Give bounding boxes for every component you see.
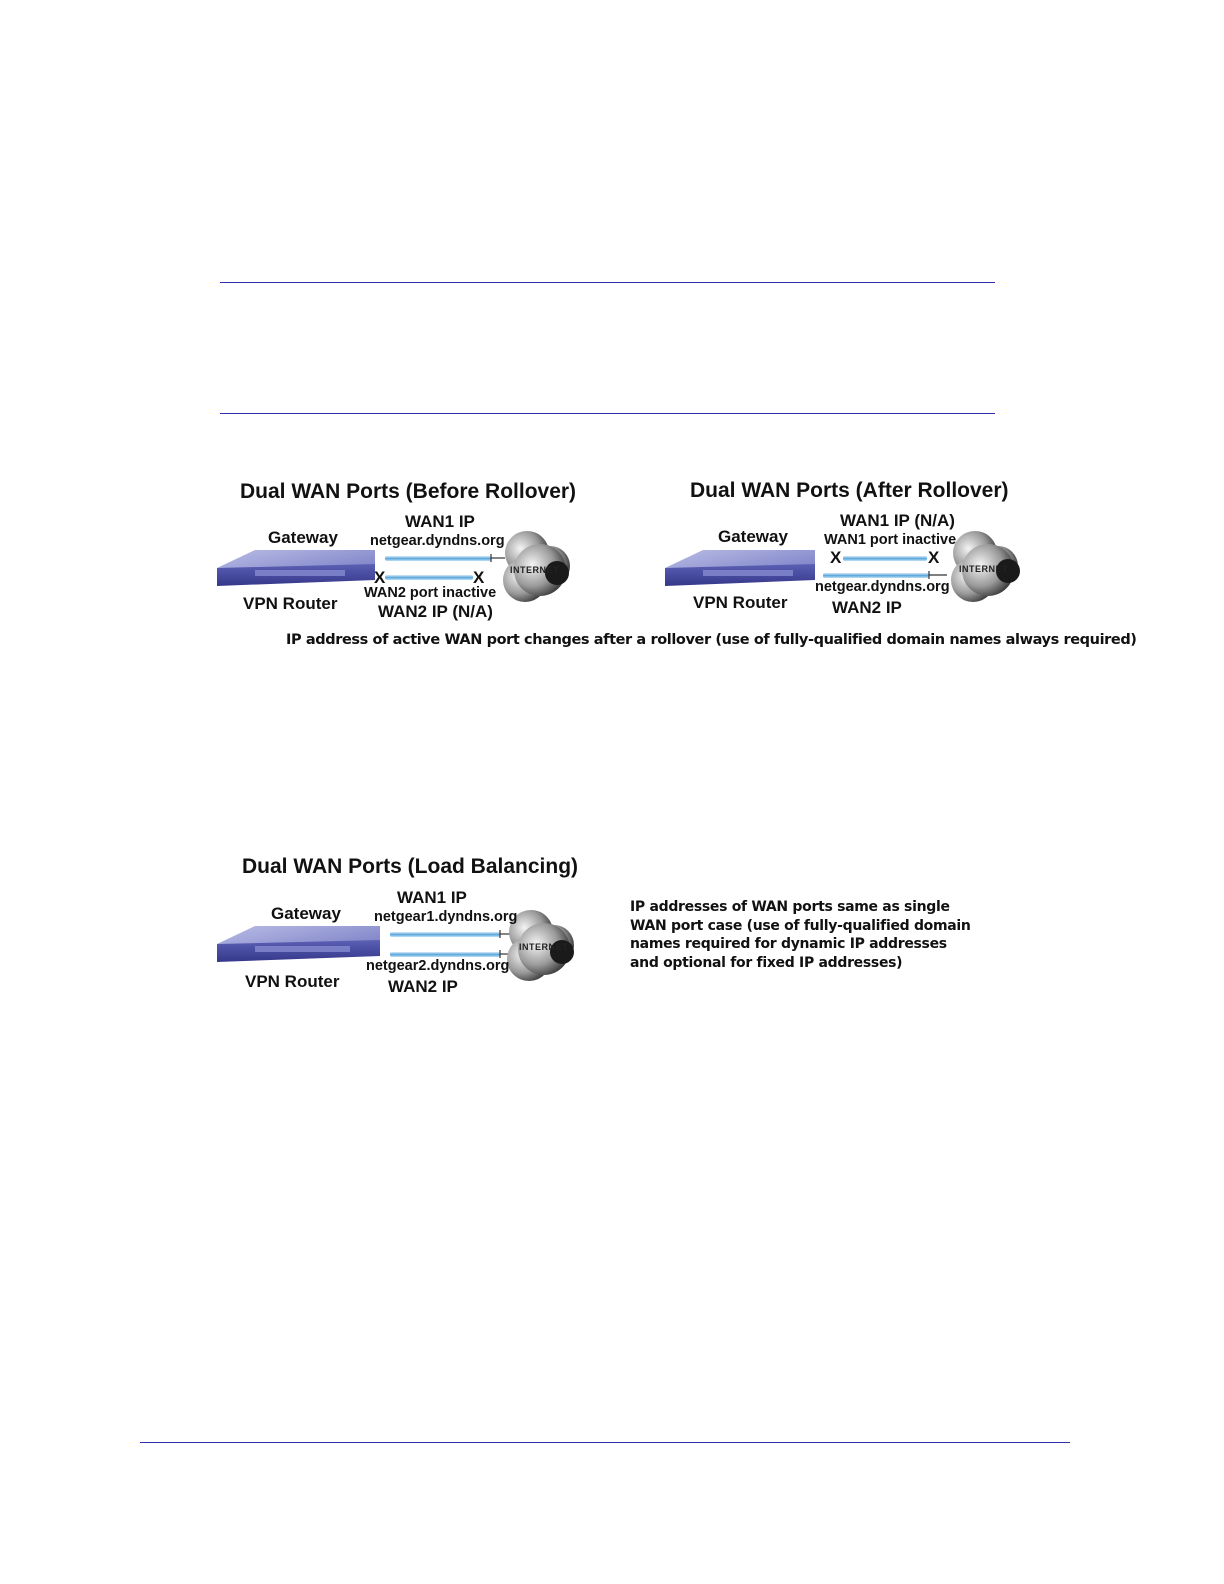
wan2-ip-label: WAN2 IP (N/A) xyxy=(378,602,493,621)
gateway-label: Gateway xyxy=(268,528,338,547)
note-line: names required for dynamic IP addresses xyxy=(630,936,947,952)
vpn-router-icon xyxy=(665,550,815,586)
wan2-cable xyxy=(823,573,929,578)
header-rule-top xyxy=(220,282,995,283)
wan2-cable xyxy=(390,952,500,957)
after-rollover-title: Dual WAN Ports (After Rollover) xyxy=(690,479,1009,502)
gateway-label: Gateway xyxy=(718,527,788,546)
inactive-mark-right: X xyxy=(473,568,485,587)
wan1-ip-label: WAN1 IP (N/A) xyxy=(840,511,955,530)
before-rollover-title: Dual WAN Ports (Before Rollover) xyxy=(240,480,577,503)
inactive-mark-left: X xyxy=(830,548,842,567)
wan2-ip-label: WAN2 IP xyxy=(388,977,458,996)
load-balancing-note xyxy=(630,898,971,972)
vpn-router-label: VPN Router xyxy=(693,593,788,612)
wan1-host-label: netgear.dyndns.org xyxy=(370,533,505,549)
wan1-ip-label: WAN1 IP xyxy=(397,888,467,907)
load-balancing-title: Dual WAN Ports (Load Balancing) xyxy=(242,855,579,878)
internet-label: INTERNET xyxy=(519,942,568,952)
gateway-label: Gateway xyxy=(271,904,341,923)
internet-label: INTERNET xyxy=(510,565,559,575)
internet-label: INTERNET xyxy=(959,564,1008,574)
wan2-host-label: netgear2.dyndns.org xyxy=(366,958,510,974)
note-line: IP addresses of WAN ports same as single xyxy=(630,899,950,915)
wan1-cable xyxy=(390,932,500,937)
rollover-caption: IP address of active WAN port changes after a rollover (use of fully-qualified domain names always required) xyxy=(286,632,1137,648)
wan2-status-label: WAN2 port inactive xyxy=(364,585,497,601)
wan2-host-label: netgear.dyndns.org xyxy=(815,579,950,595)
wan2-ip-label: WAN2 IP xyxy=(832,598,902,617)
vpn-router-icon xyxy=(217,926,380,962)
vpn-router-label: VPN Router xyxy=(243,594,338,613)
note-line: WAN port case (use of fully-qualified domain xyxy=(630,917,971,934)
wan1-host-label: netgear1.dyndns.org xyxy=(374,909,518,925)
vpn-router-label: VPN Router xyxy=(245,972,340,991)
wan1-status-label: WAN1 port inactive xyxy=(824,532,957,548)
vpn-router-icon xyxy=(217,550,375,586)
footer-rule xyxy=(140,1442,1070,1443)
inactive-mark-right: X xyxy=(928,548,940,567)
inactive-mark-left: X xyxy=(374,568,386,587)
note-line: and optional for fixed IP addresses) xyxy=(630,954,903,971)
header-rule-bottom xyxy=(220,413,995,414)
wan1-cable xyxy=(843,556,927,561)
wan1-ip-label: WAN1 IP xyxy=(405,512,475,531)
wan1-cable xyxy=(385,556,491,561)
wan2-cable xyxy=(385,575,473,580)
